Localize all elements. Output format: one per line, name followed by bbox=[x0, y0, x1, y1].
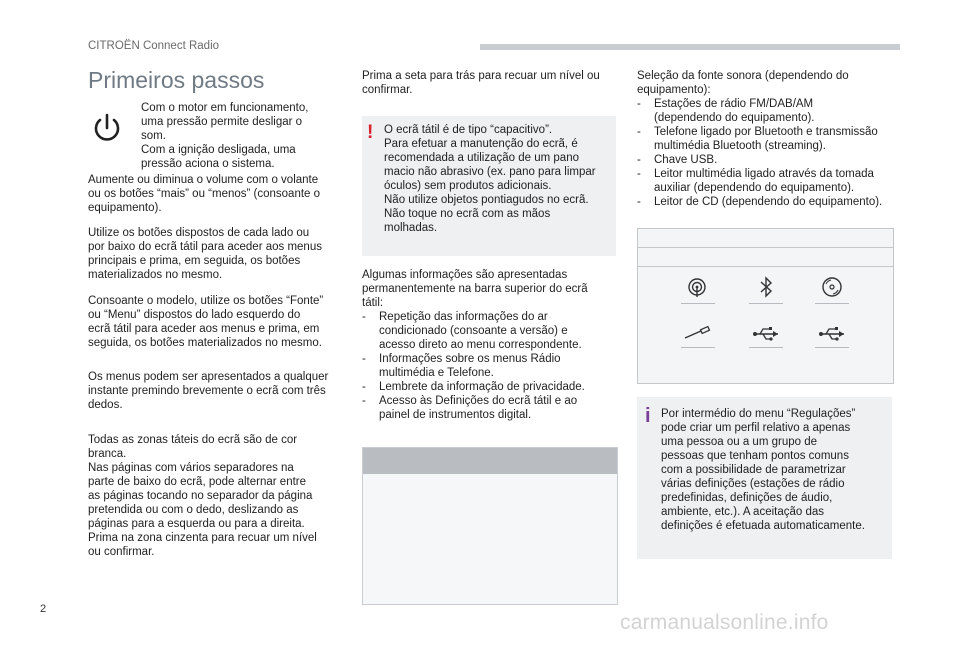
three-fingers-paragraph bbox=[88, 370, 350, 412]
text-line: - Leitor de CD (dependendo do equipamento). bbox=[654, 196, 883, 208]
text-line: Por intermédio do menu “Regulações” bbox=[661, 408, 856, 420]
text-line: O ecrã tátil é de tipo “capacitivo”. bbox=[384, 124, 553, 136]
page-number: 2 bbox=[40, 603, 47, 615]
radio-icon bbox=[679, 275, 715, 301]
text-line: - Leitor multimédia ligado através da tomada bbox=[654, 168, 874, 180]
text-line: óculos) sem produtos adicionais. bbox=[384, 180, 552, 192]
info-box bbox=[637, 397, 892, 559]
text-line: Prima na zona cinzenta para recuar um nível bbox=[88, 532, 317, 544]
icon-underline bbox=[749, 347, 783, 348]
text-line: ecrã tátil para aceder aos menus e prima, em bbox=[88, 323, 320, 335]
touchscreen-illustration bbox=[362, 447, 618, 605]
text-line: ou os botões “mais” ou “menos” (consoante o bbox=[88, 188, 321, 200]
text-line: predefinidas, definições de áudio, bbox=[661, 492, 833, 504]
text-line: acesso direto ao menu correspondente. bbox=[379, 339, 582, 351]
text-line: com a possibilidade de parametrizar bbox=[661, 464, 846, 476]
text-line: uma pessoa ou a um grupo de bbox=[661, 436, 817, 448]
text-line: Prima a seta para trás para recuar um nível ou bbox=[362, 70, 600, 82]
aux-jack-icon bbox=[679, 321, 715, 347]
bluetooth-icon bbox=[748, 275, 784, 301]
text-line: materializados no mesmo. bbox=[88, 269, 223, 281]
top-bar-list bbox=[362, 310, 624, 422]
icon-underline bbox=[815, 347, 849, 348]
text-line: dedos. bbox=[88, 399, 123, 411]
text-line: seguida, os botões materializados no mesmo. bbox=[88, 337, 322, 349]
text-line: instante premindo brevemente o ecrã com três bbox=[88, 385, 326, 397]
text-line: Não toque no ecrã com as mãos bbox=[384, 208, 551, 220]
cd-icon bbox=[814, 275, 850, 301]
back-arrow-paragraph bbox=[362, 69, 624, 97]
list-item bbox=[362, 394, 624, 422]
text-line: painel de instrumentos digital. bbox=[379, 409, 532, 421]
sound-source-paragraph bbox=[637, 69, 899, 209]
text-line: Todas as zonas táteis do ecrã são de cor bbox=[88, 434, 298, 446]
watermark: carmanualsonline.info bbox=[620, 611, 829, 634]
text-line: multimédia e Telefone. bbox=[379, 367, 494, 379]
text-line: Com o motor em funcionamento, bbox=[141, 102, 309, 114]
text-line: pressão aciona o sistema. bbox=[141, 158, 275, 170]
text-line: multimédia Bluetooth (streaming). bbox=[654, 140, 826, 152]
text-line: principais e prima, em seguida, os botões bbox=[88, 255, 301, 267]
list-item bbox=[637, 153, 899, 167]
text-line: Com a ignição desligada, uma bbox=[141, 144, 296, 156]
text-line: Aumente ou diminua o volume com o volante bbox=[88, 174, 319, 186]
text-line: - Repetição das informações do ar bbox=[379, 311, 548, 323]
text-line: equipamento). bbox=[88, 202, 162, 214]
text-line: - Lembrete da informação de privacidade. bbox=[379, 381, 585, 393]
text-line: Seleção da fonte sonora (dependendo do bbox=[637, 70, 849, 82]
text-line: recomendada a utilização de um pano bbox=[384, 152, 579, 164]
info-text bbox=[661, 407, 889, 533]
text-line: Consoante o modelo, utilize os botões “Fonte” bbox=[88, 295, 324, 307]
running-header: CITROËN Connect Radio bbox=[88, 40, 220, 52]
text-line: branca. bbox=[88, 448, 127, 460]
text-line: Os menus podem ser apresentados a qualquer bbox=[88, 371, 329, 383]
text-line: ou confirmar. bbox=[88, 546, 155, 558]
page-title: Primeiros passos bbox=[88, 67, 265, 93]
text-line: molhadas. bbox=[384, 222, 438, 234]
screen-divider bbox=[638, 247, 893, 248]
header-rule bbox=[480, 44, 900, 50]
screen-divider bbox=[638, 266, 893, 267]
text-line: Nas páginas com vários separadores na bbox=[88, 462, 294, 474]
icon-underline bbox=[681, 347, 715, 348]
list-item bbox=[637, 97, 899, 125]
top-bar-paragraph bbox=[362, 268, 624, 422]
text-line: - Acesso às Definições do ecrã tátil e ao bbox=[379, 395, 578, 407]
text-line: várias definições (estações de rádio bbox=[661, 478, 845, 490]
power-icon bbox=[92, 112, 122, 144]
intro-text bbox=[141, 101, 331, 171]
text-line: (dependendo do equipamento). bbox=[654, 112, 815, 124]
icon-underline bbox=[749, 303, 783, 304]
text-line: parte de baixo do ecrã, pode alternar entre bbox=[88, 476, 307, 488]
text-line: pretendida ou com o dedo, deslizando as bbox=[88, 504, 299, 516]
icon-underline bbox=[681, 303, 715, 304]
list-item bbox=[637, 125, 899, 153]
warning-box bbox=[362, 116, 616, 256]
list-item bbox=[637, 167, 899, 195]
text-line: Para efetuar a manutenção do ecrã, é bbox=[384, 138, 578, 150]
text-line: páginas para a esquerda ou para a direita. bbox=[88, 518, 305, 530]
list-item bbox=[637, 195, 899, 209]
text-line: equipamento): bbox=[637, 84, 711, 96]
text-line: uma pressão permite desligar o bbox=[141, 116, 303, 128]
text-line: - Telefone ligado por Bluetooth e transmissão bbox=[654, 126, 878, 138]
text-line: por baixo do ecrã tátil para aceder aos menus bbox=[88, 241, 322, 253]
text-line: ambiente, etc.). A aceitação das bbox=[661, 506, 825, 518]
list-item bbox=[362, 380, 624, 394]
text-line: macio não abrasivo (ex. pano para limpar bbox=[384, 166, 596, 178]
text-line: Algumas informações são apresentadas bbox=[362, 269, 568, 281]
text-line: permanentemente na barra superior do ecrã bbox=[362, 283, 588, 295]
text-line: som. bbox=[141, 130, 166, 142]
text-line: Utilize os botões dispostos de cada lado ou bbox=[88, 227, 310, 239]
text-line: pode criar um perfil relativo a apenas bbox=[661, 422, 851, 434]
text-line: confirmar. bbox=[362, 84, 413, 96]
text-line: - Informações sobre os menus Rádio bbox=[379, 353, 561, 365]
buttons-paragraph bbox=[88, 226, 350, 282]
text-line: pessoas que tenham pontos comuns bbox=[661, 450, 849, 462]
icon-underline bbox=[815, 303, 849, 304]
text-line: ou “Menu” dispostos do lado esquerdo do bbox=[88, 309, 301, 321]
touch-zones-paragraph bbox=[88, 433, 350, 559]
text-line: condicionado (consoante a versão) e bbox=[379, 325, 568, 337]
text-line: - Estações de rádio FM/DAB/AM bbox=[654, 98, 814, 110]
text-line: auxiliar (dependendo do equipamento). bbox=[654, 182, 855, 194]
list-item bbox=[362, 352, 624, 380]
text-line: - Chave USB. bbox=[654, 154, 718, 166]
volume-paragraph bbox=[88, 173, 350, 215]
text-line: Não utilize objetos pontiagudos no ecrã. bbox=[384, 194, 589, 206]
sound-source-list bbox=[637, 97, 899, 209]
source-selection-screen bbox=[637, 228, 894, 384]
text-line: definições é efetuada automaticamente. bbox=[661, 520, 865, 532]
source-menu-paragraph bbox=[88, 294, 350, 350]
text-line: as páginas tocando no separador da página bbox=[88, 490, 313, 502]
usb-icon bbox=[748, 321, 784, 347]
text-line: tátil: bbox=[362, 297, 384, 309]
usb-icon bbox=[814, 321, 850, 347]
warning-text bbox=[384, 123, 614, 235]
warning-icon: ! bbox=[367, 122, 374, 143]
info-icon: i bbox=[645, 405, 651, 427]
screen-top-bar bbox=[363, 448, 617, 474]
list-item bbox=[362, 310, 624, 352]
